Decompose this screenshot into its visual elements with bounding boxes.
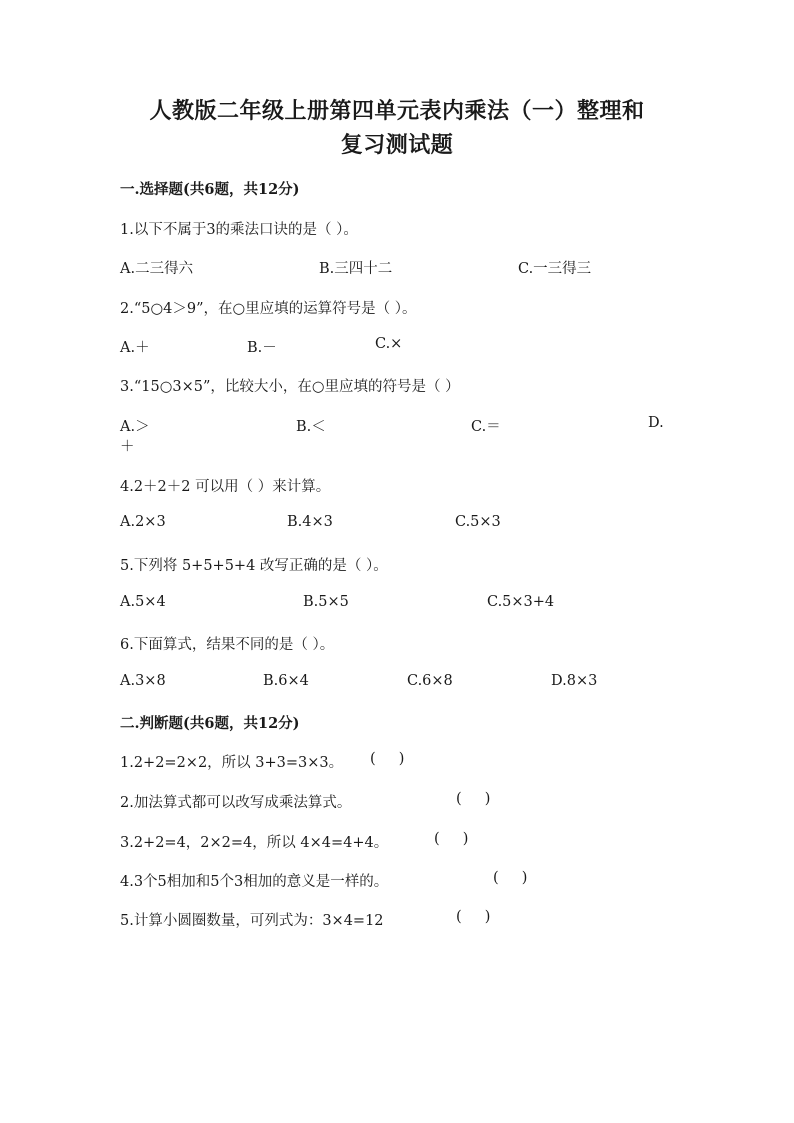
option-a: A.＋ [120,340,150,356]
option-c: C.5×3 [455,514,501,530]
judge-item-2: 2.加法算式都可以改写成乘法算式。 [120,795,352,811]
option-c: C.＝ [471,419,501,435]
judge-item-1: 1.2+2=2×2，所以 3+3=3×3。 [120,755,344,771]
option-a: A.5×4 [120,594,166,610]
judge-item-3: 3.2+2=4，2×2=4，所以 4×4=4+4。 [120,835,389,851]
option-a: A.2×3 [120,514,166,530]
judge-item-5: 5.计算小圆圈数量，可列式为：3×4=12 [120,913,384,929]
option-c: C.6×8 [407,673,453,689]
option-c: C.× [375,336,403,352]
option-c: C.一三得三 [518,261,592,277]
title-line-2: 复习测试题 [340,132,454,158]
option-d: D. [648,415,664,431]
option-b: B.5×5 [303,594,349,610]
option-b: B.6×4 [263,673,309,689]
answer-blank-5[interactable]: ( ) [456,909,491,925]
section-heading-choice: 一.选择题(共6题，共12分) [120,181,300,198]
judge-item-4: 4.3个5相加和5个3相加的意义是一样的。 [120,874,389,890]
question-4: 4.2＋2＋2 可以用（ ）来计算。 [120,479,331,495]
question-4-options [120,514,665,554]
title-line-1: 人教版二年级上册第四单元表内乘法（一）整理和 [149,98,645,124]
answer-blank-2[interactable]: ( ) [456,791,491,807]
option-a: A.二三得六 [120,261,194,277]
question-6-options [120,673,665,713]
option-b: B.＜ [296,419,326,435]
question-6: 6.下面算式，结果不同的是（ ）。 [120,637,335,653]
option-a: A.3×8 [120,673,166,689]
option-a: A.＞ [120,419,150,435]
option-b: B.4×3 [287,514,333,530]
answer-blank-1[interactable]: ( ) [370,751,405,767]
answer-blank-3[interactable]: ( ) [434,831,469,847]
answer-blank-4[interactable]: ( ) [493,870,528,886]
option-d-value: ＋ [120,439,135,455]
question-1: 1.以下不属于3的乘法口诀的是（ ）。 [120,222,358,238]
question-3-options [120,415,665,455]
option-c: C.5×3+4 [487,594,555,610]
question-2: 2.“5○4＞9”，在○里应填的运算符号是（ ）。 [120,301,417,317]
question-5-options [120,594,665,634]
option-d: D.8×3 [551,673,598,689]
option-b: B.－ [247,340,277,356]
question-1-options [120,257,665,297]
question-3: 3.“15○3×5”，比较大小，在○里应填的符号是（ ） [120,379,460,395]
section-heading-judgment: 二.判断题(共6题，共12分) [120,715,300,732]
page-title [100,94,694,162]
question-5: 5.下列将 5+5+5+4 改写正确的是（ ）。 [120,558,388,574]
question-2-options [120,336,665,376]
option-b: B.三四十二 [319,261,393,277]
